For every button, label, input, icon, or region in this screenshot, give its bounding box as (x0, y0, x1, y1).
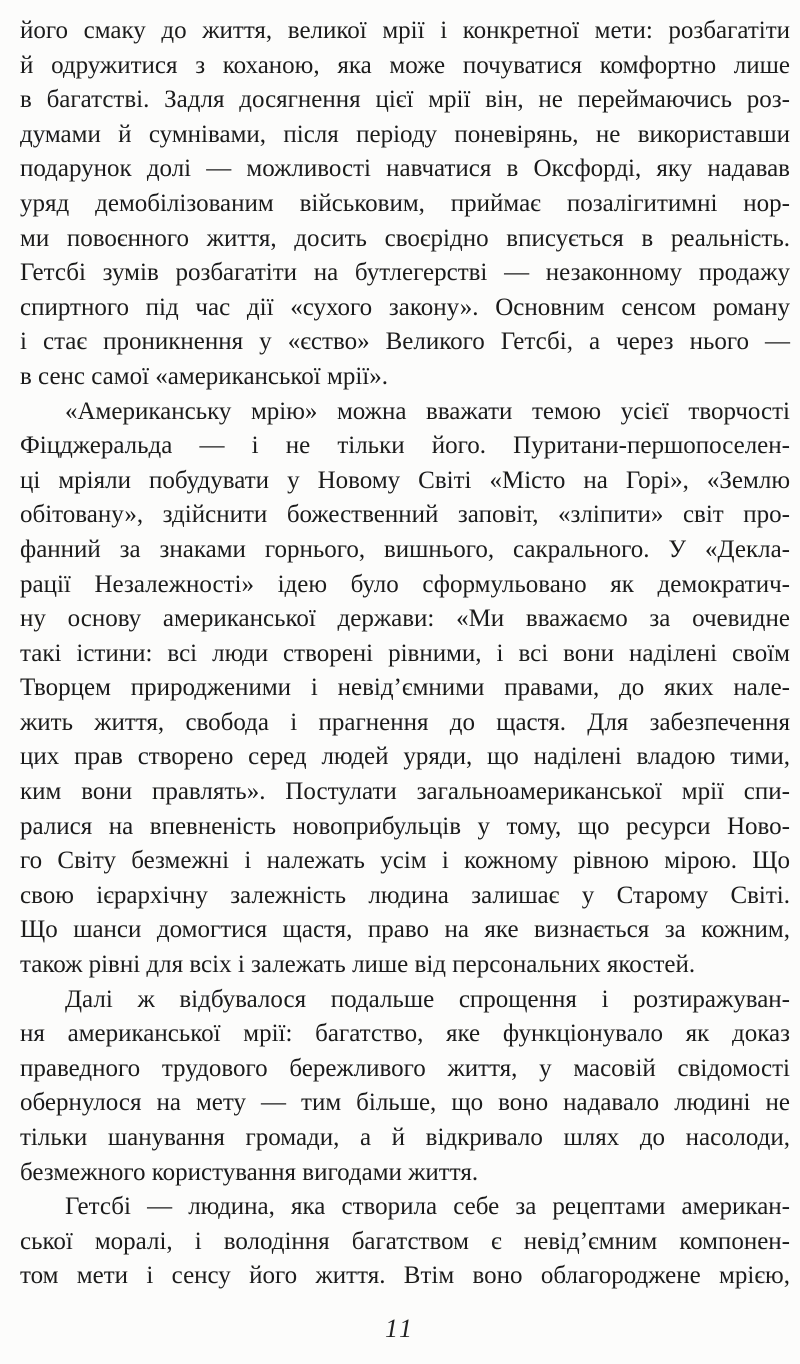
text-line: Гетсбі — людина, яка створила себе за рецептами американ- (65, 1193, 790, 1221)
page-text (20, 14, 790, 1294)
text-line: такі істини: всі люди створені рівними, і всі вони наділені своїм (20, 639, 790, 667)
text-line: Далі ж відбувалося подальше спрощення і розтиражуван- (65, 985, 790, 1013)
text-line: його смаку до життя, великої мрії і конкретної мети: розбагатіти (20, 17, 790, 44)
text-line: «Американську мрію» можна вважати темою усієї творчості (65, 397, 790, 425)
text-line: жить життя, свобода і прагнення до щастя. Для забезпечення (20, 708, 790, 736)
text-line: в багатстві. Задля досягнення цієї мрії він, не переймаючись роз- (20, 86, 790, 114)
text-line: також рівні для всіх і залежать лише від персональних якостей. (20, 951, 696, 979)
text-line: уряд демобілізованим військовим, приймає позалігитимні нор- (20, 189, 790, 217)
text-line: Творцем природженими і невід’ємними правами, до яких нале- (20, 674, 790, 702)
text-line: свою ієрархічну залежність людина залишає у Старому Світі. (20, 881, 790, 909)
text-line: ну основу американської держави: «Ми вважаємо за очевидне (20, 605, 790, 633)
text-line: і стає проникнення у «єство» Великого Гетсбі, а через нього — (20, 328, 790, 356)
text-line: в сенс самої «американської мрії». (20, 362, 388, 390)
text-line: Гетсбі зумів розбагатіти на бутлегерстві — незаконному продажу (20, 259, 790, 287)
text-line: ми повоєнного життя, досить своєрідно вписується в реальність. (20, 224, 790, 252)
text-line: ської моралі, і володіння багатством є невід’ємним компонен- (20, 1227, 790, 1255)
text-line: безмежного користування вигодами життя. (20, 1158, 479, 1186)
text-line: рації Незалежності» ідею було сформульовано як демократич- (20, 570, 790, 598)
text-line: праведного трудового бережливого життя, у масовій свідомості (20, 1054, 790, 1082)
text-line: го Світу безмежні і належать усім і кожному рівною мірою. Що (20, 847, 790, 875)
text-line: й одружитися з коханою, яка може почуватися комфортно лише (20, 51, 790, 79)
text-line: фанний за знаками горнього, вишнього, сакрального. У «Декла- (20, 535, 790, 563)
text-line: том мети і сенсу його життя. Втім воно облагороджене мрією, (20, 1262, 790, 1290)
text-line: ким вони правлять». Постулати загальноамериканської мрії спи- (20, 778, 790, 806)
text-line: тільки шанування громади, а й відкривало шлях до насолоди, (20, 1124, 790, 1151)
text-line: обітовану», здійснити божественний заповіт, «зліпити» світ про- (20, 501, 790, 529)
text-line: спиртного під час дії «сухого закону». Основним сенсом роману (20, 293, 790, 321)
text-line: ралися на впевненість новоприбульців у тому, що ресурси Ново- (20, 812, 790, 840)
text-line: обернулося на мету — тим більше, що воно надавало людині не (20, 1089, 790, 1117)
text-line: цих прав створено серед людей уряди, що наділені владою тими, (20, 743, 790, 771)
text-line: ці мріяли побудувати у Новому Світі «Місто на Горі», «Землю (20, 466, 790, 494)
text-line: подарунок долі — можливості навчатися в Оксфорді, яку надавав (20, 155, 790, 183)
text-line: думами й сумнівами, після періоду поневірянь, не використавши (20, 120, 790, 148)
text-line: Що шанси домогтися щастя, право на яке визнається за кожним, (20, 916, 790, 944)
page-number: 11 (384, 1314, 416, 1343)
text-line: ня американської мрії: багатство, яке функціонувало як доказ (20, 1020, 790, 1048)
text-line: Фіцджеральда — і не тільки його. Пуритани-першопоселен- (20, 432, 790, 460)
